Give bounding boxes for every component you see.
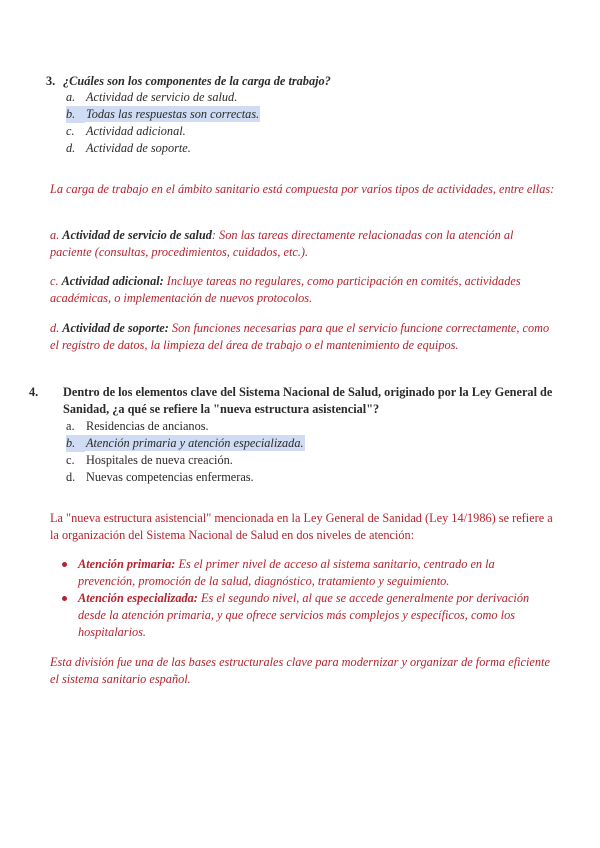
- bullet-term: Atención especializada:: [78, 591, 198, 605]
- bullet-text: Es el segundo nivel, al que se accede generalmente por derivación desde la atención primaria, y que ofrece servicios más complejos y específicos, como los hospitalarios.: [78, 591, 530, 639]
- option-letter: d.: [66, 470, 76, 484]
- question-4-title: [29, 384, 558, 418]
- question-4-explanation-intro: La "nueva estructura asistencial" mencionada en la Ley General de Sanidad (Ley 14/1986) se refiere a la organización del Sistema Nacional de Salud en dos niveles de atención:: [50, 511, 553, 542]
- question-4-number: 4.: [29, 385, 39, 399]
- question-4-bullet-list: [62, 556, 552, 641]
- option-letter: b.: [66, 106, 85, 123]
- bullet-text: Es el primer nivel de acceso al sistema sanitario, centrado en la prevención, promoción de la salud, diagnóstico, tratamiento y seguimiento.: [78, 557, 495, 588]
- item-prefix: a.: [50, 228, 63, 242]
- question-3-number: 3.: [46, 74, 56, 88]
- question-3-title: [46, 73, 546, 90]
- option-text: Residencias de ancianos.: [86, 419, 209, 433]
- item-term: Actividad de servicio de salud: [62, 228, 212, 242]
- item-prefix: d.: [50, 321, 63, 335]
- option-letter: c.: [66, 124, 75, 138]
- question-3-text: ¿Cuáles son los componentes de la carga de trabajo?: [63, 74, 331, 88]
- question-4-option-d: [66, 469, 255, 486]
- question-3-option-b-selected: [66, 106, 260, 123]
- question-3-explanation-item-c: [50, 273, 555, 307]
- option-letter: a.: [66, 419, 75, 433]
- item-text: : Son las tareas directamente relacionadas con la atención al paciente (consultas, procedimientos, cuidados, etc.).: [50, 228, 514, 259]
- bullet-dot-icon: [62, 562, 67, 567]
- option-letter: b.: [66, 435, 85, 452]
- item-term: Actividad adicional:: [61, 274, 164, 288]
- question-4-option-a: [66, 418, 210, 435]
- question-3-explanation-intro: La carga de trabajo en el ámbito sanitario está compuesta por varios tipos de actividades, entre ellas:: [50, 182, 555, 196]
- bullet-dot-icon: [62, 596, 67, 601]
- question-3-explanation-item-d: [50, 320, 555, 354]
- item-prefix: c.: [50, 274, 62, 288]
- question-4-option-b-selected: [66, 435, 305, 452]
- option-text: Todas las respuestas son correctas.: [86, 107, 260, 121]
- option-text: Actividad de soporte.: [86, 141, 191, 155]
- bullet-item-especializada: [62, 590, 552, 641]
- bullet-term: Atención primaria:: [78, 557, 176, 571]
- question-4-option-c: [66, 452, 234, 469]
- option-text: Actividad adicional.: [86, 124, 186, 138]
- option-text: Nuevas competencias enfermeras.: [86, 470, 254, 484]
- question-3-option-a: [66, 89, 238, 106]
- question-4-explanation-closing: Esta división fue una de las bases estructurales clave para modernizar y organizar de forma eficiente el sistema sanitario español.: [50, 655, 550, 686]
- option-text: Atención primaria y atención especializada.: [86, 436, 304, 450]
- item-term: Actividad de soporte:: [62, 321, 169, 335]
- option-text: Hospitales de nueva creación.: [86, 453, 233, 467]
- option-letter: a.: [66, 90, 76, 104]
- option-letter: d.: [66, 141, 76, 155]
- question-4-text: Dentro de los elementos clave del Sistema Nacional de Salud, originado por la Ley General de Sanidad, ¿a qué se refiere la "nueva estructura asistencial"?: [63, 385, 553, 416]
- bullet-item-primaria: [62, 556, 552, 590]
- option-letter: c.: [66, 453, 75, 467]
- item-text: Incluye tareas no regulares, como participación en comités, actividades académicas, o implementación de nuevos protocolos.: [50, 274, 521, 305]
- item-text: Son funciones necesarias para que el servicio funcione correctamente, como el registro de datos, la limpieza del área de trabajo o el mantenimiento de equipos.: [50, 321, 550, 352]
- question-3-option-d: [66, 140, 192, 157]
- question-3-explanation-item-a: [50, 227, 555, 261]
- question-3-option-c: [66, 123, 187, 140]
- option-text: Actividad de servicio de salud.: [86, 90, 238, 104]
